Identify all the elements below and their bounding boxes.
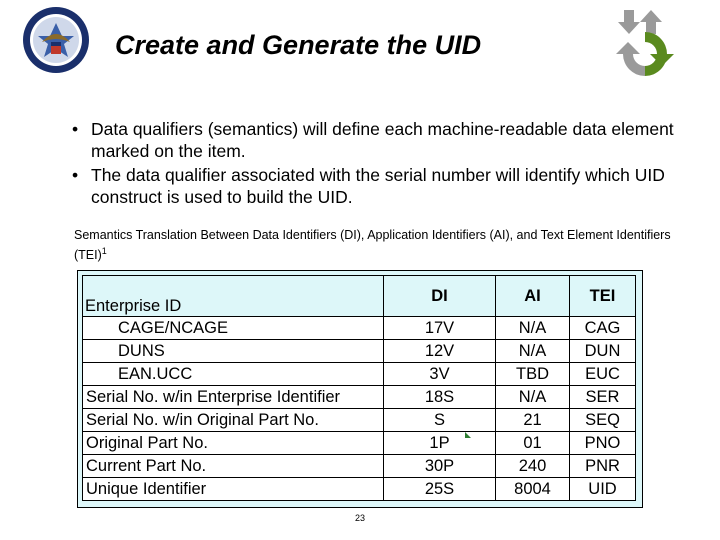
dod-seal-logo: [22, 6, 90, 74]
ai-cell: TBD: [496, 363, 570, 386]
tei-cell: EUC: [570, 363, 636, 386]
caption-footnote: 1: [101, 246, 107, 256]
cell-comment-marker: [465, 432, 471, 438]
table-row: [83, 317, 636, 340]
bullet-list: [72, 118, 702, 210]
table-row: [83, 432, 636, 455]
bullet-dot: •: [72, 165, 79, 185]
bullet-item: [72, 118, 702, 162]
table-row: [83, 455, 636, 478]
ai-cell: 8004: [496, 478, 570, 501]
row-label: Current Part No.: [83, 455, 384, 478]
tei-cell: PNR: [570, 455, 636, 478]
bullet-text: Data qualifiers (semantics) will define each machine-readable data element marked on the item.: [91, 119, 674, 161]
di-cell: 18S: [384, 386, 496, 409]
row-label: CAGE/NCAGE: [83, 317, 384, 340]
page-number: 23: [355, 513, 366, 523]
tei-cell: PNO: [570, 432, 636, 455]
row-label: Serial No. w/in Original Part No.: [83, 409, 384, 432]
identifier-table-panel: [77, 270, 643, 508]
di-cell: 3V: [384, 363, 496, 386]
bullet-item: [72, 164, 702, 208]
table-row: [83, 340, 636, 363]
ai-cell: 21: [496, 409, 570, 432]
ai-cell: N/A: [496, 317, 570, 340]
row-label: EAN.UCC: [83, 363, 384, 386]
header-enterprise-id: Enterprise ID: [83, 276, 384, 317]
bullet-text: The data qualifier associated with the serial number will identify which UID construct is used to build the UID.: [91, 165, 665, 207]
di-cell: S: [384, 409, 496, 432]
row-label: Original Part No.: [83, 432, 384, 455]
table-row: [83, 409, 636, 432]
header-di: DI: [384, 276, 496, 317]
ai-cell: 240: [496, 455, 570, 478]
row-label: Serial No. w/in Enterprise Identifier: [83, 386, 384, 409]
di-cell: 17V: [384, 317, 496, 340]
cycle-arrows-icon: [610, 6, 680, 82]
table-caption: [74, 227, 674, 263]
tei-cell: SER: [570, 386, 636, 409]
tei-cell: DUN: [570, 340, 636, 363]
ai-cell: N/A: [496, 386, 570, 409]
tei-cell: CAG: [570, 317, 636, 340]
di-cell: 1P: [384, 432, 496, 455]
table-row: [83, 386, 636, 409]
header-ai: AI: [496, 276, 570, 317]
di-cell: 12V: [384, 340, 496, 363]
ai-cell: 01: [496, 432, 570, 455]
di-cell: 30P: [384, 455, 496, 478]
di-cell: 25S: [384, 478, 496, 501]
table-row: [83, 363, 636, 386]
slide-title: Create and Generate the UID: [115, 30, 482, 60]
table-row: [83, 478, 636, 501]
caption-text: Semantics Translation Between Data Identifiers (DI), Application Identifiers (AI), and Text Element Identifiers (TEI): [74, 228, 671, 263]
row-label: Unique Identifier: [83, 478, 384, 501]
identifier-table: [82, 275, 636, 501]
row-label: DUNS: [83, 340, 384, 363]
table-header-row: [83, 276, 636, 317]
bullet-dot: •: [72, 119, 79, 139]
tei-cell: UID: [570, 478, 636, 501]
ai-cell: N/A: [496, 340, 570, 363]
header-tei: TEI: [570, 276, 636, 317]
tei-cell: SEQ: [570, 409, 636, 432]
